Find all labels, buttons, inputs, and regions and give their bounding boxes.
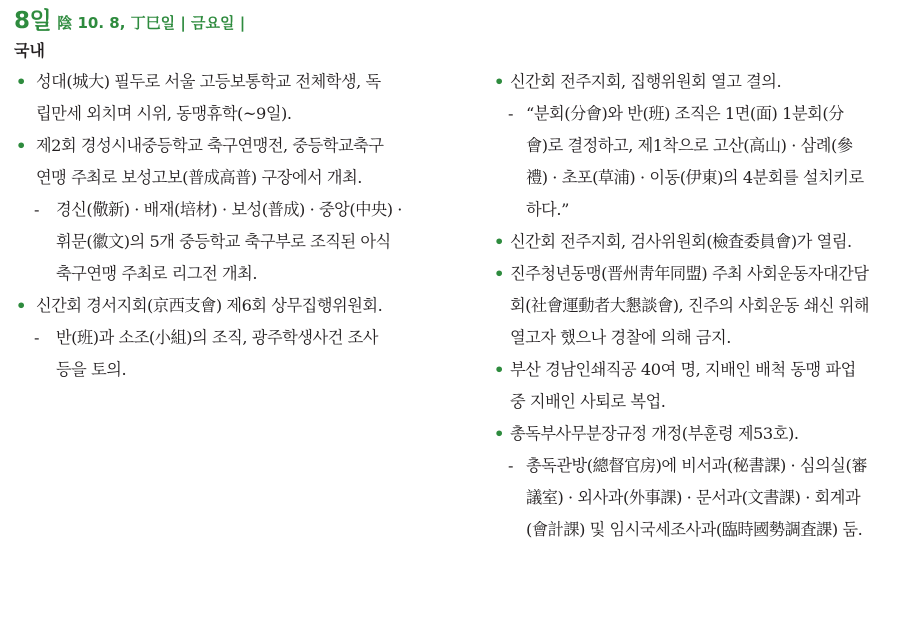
list-item	[494, 226, 906, 258]
text-line: 열고자 했으나 경찰에 의해 금지.	[510, 328, 731, 347]
text-line: 신간회 전주지회, 집행위원회 열고 결의.	[510, 72, 782, 91]
text-line: 하다.”	[526, 200, 569, 219]
section-title: 국내	[14, 41, 45, 60]
date-day: 8일	[14, 8, 52, 34]
list-item	[494, 354, 906, 418]
list-item	[16, 130, 446, 194]
text-line: 경신(儆新) · 배재(培材) · 보성(普成) · 중앙(中央) ·	[56, 200, 402, 219]
text-line: 립만세 외치며 시위, 동맹휴학(~9일).	[36, 104, 292, 123]
bullet-mark: •	[494, 72, 504, 91]
list-item	[494, 66, 906, 98]
dash-mark: -	[508, 104, 514, 123]
text-line: 등을 토의.	[56, 360, 127, 379]
list-item	[494, 258, 906, 354]
sub-item	[16, 322, 446, 386]
text-line: 신간회 경서지회(京西支會) 제6회 상무집행위원회.	[36, 296, 383, 315]
text-line: 會)로 결정하고, 제1착으로 고산(高山) · 삼례(參	[526, 136, 853, 155]
bullet-mark: •	[494, 264, 504, 283]
list-item	[494, 418, 906, 450]
text-line: “분회(分會)와 반(班) 조직은 1면(面) 1분회(分	[526, 104, 844, 123]
sub-item	[494, 450, 906, 546]
list-item	[16, 290, 446, 322]
bullet-mark: •	[16, 136, 26, 155]
list-item	[16, 66, 446, 130]
text-line: 제2회 경성시내중등학교 축구연맹전, 중등학교축구	[36, 136, 384, 155]
text-line: 총독관방(總督官房)에 비서과(秘書課) · 심의실(審	[526, 456, 868, 475]
bullet-mark: •	[16, 72, 26, 91]
date-lunar-weekday: 陰 10. 8, 丁巳일 | 금요일 |	[57, 14, 246, 32]
bullet-mark: •	[494, 232, 504, 251]
text-line: 진주청년동맹(晋州靑年同盟) 주최 사회운동자대간담	[510, 264, 869, 283]
date-header	[14, 2, 245, 35]
sub-item	[494, 98, 906, 226]
text-line: 휘문(徽文)의 5개 중등학교 축구부로 조직된 아식	[56, 232, 391, 251]
text-line: (會計課) 및 임시국세조사과(臨時國勢調査課) 둠.	[526, 520, 863, 539]
text-line: 반(班)과 소조(小組)의 조직, 광주학생사건 조사	[56, 328, 378, 347]
bullet-mark: •	[494, 360, 504, 379]
text-line: 議室) · 외사과(外事課) · 문서과(文書課) · 회계과	[526, 488, 861, 507]
right-column	[494, 66, 906, 546]
text-line: 禮) · 초포(草浦) · 이동(伊東)의 4분회를 설치키로	[526, 168, 864, 187]
dash-mark: -	[508, 456, 514, 475]
bullet-mark: •	[16, 296, 26, 315]
text-line: 성대(城大) 필두로 서울 고등보통학교 전체학생, 독	[36, 72, 381, 91]
text-line: 중 지배인 사퇴로 복업.	[510, 392, 666, 411]
bullet-mark: •	[494, 424, 504, 443]
text-line: 부산 경남인쇄직공 40여 명, 지배인 배척 동맹 파업	[510, 360, 856, 379]
text-line: 총독부사무분장규정 개정(부훈령 제53호).	[510, 424, 799, 443]
text-line: 축구연맹 주최로 리그전 개최.	[56, 264, 258, 283]
dash-mark: -	[34, 200, 40, 219]
sub-item	[16, 194, 446, 290]
left-column	[16, 66, 446, 386]
text-line: 회(社會運動者大懇談會), 진주의 사회운동 쇄신 위해	[510, 296, 870, 315]
text-line: 연맹 주최로 보성고보(普成高普) 구장에서 개최.	[36, 168, 362, 187]
dash-mark: -	[34, 328, 40, 347]
text-line: 신간회 전주지회, 검사위원회(檢査委員會)가 열림.	[510, 232, 852, 251]
